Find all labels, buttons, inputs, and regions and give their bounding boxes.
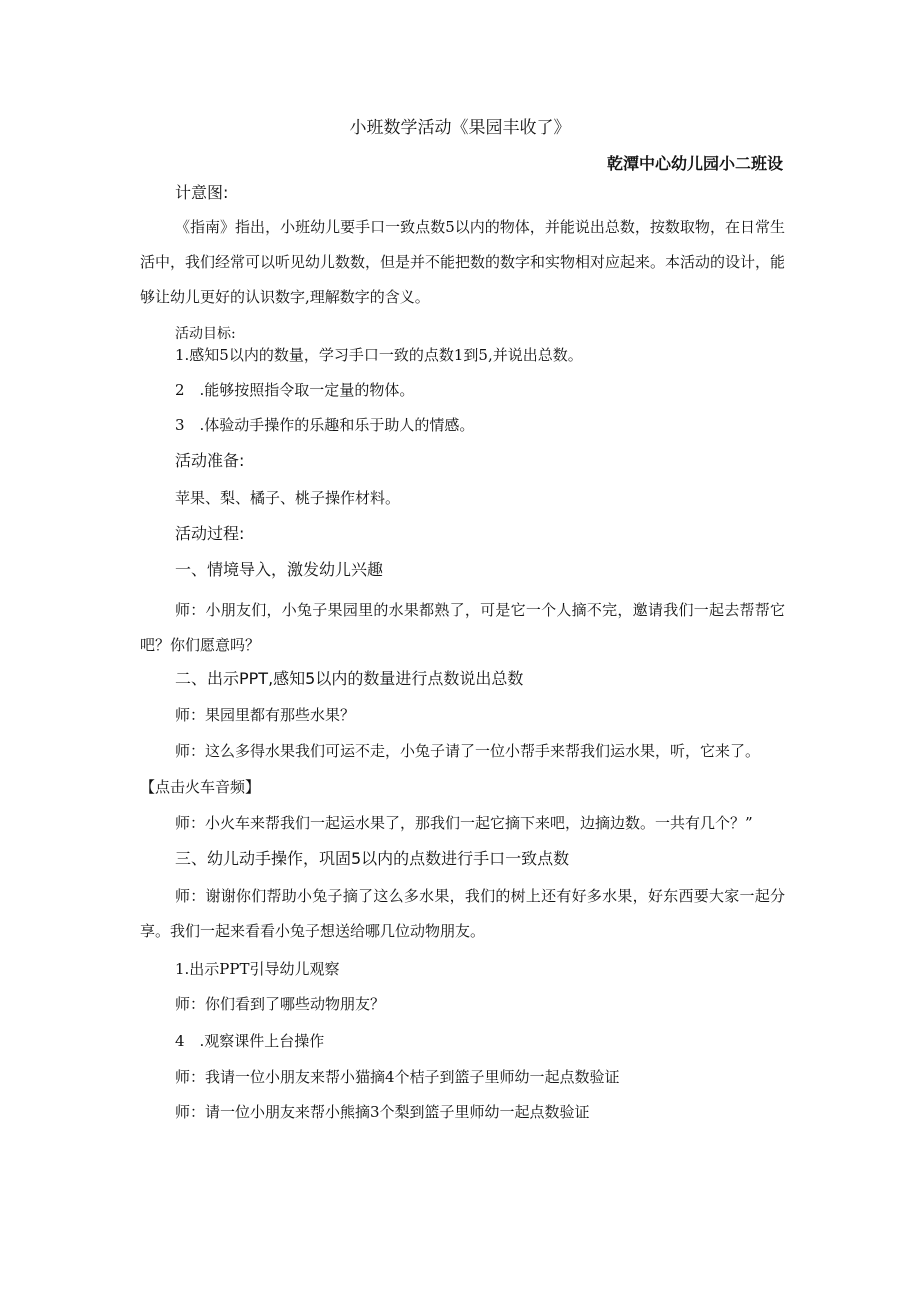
section-3-heading: 三、幼儿动手操作，巩固5以内的点数进行手口一致点数	[175, 849, 570, 868]
section-1-text: 师：小朋友们，小兔子果园里的水果都熟了，可是它一个人摘不完，邀请我们一起去帮帮它吧？你们愿意吗？	[140, 601, 785, 654]
design-intent-heading: 计意图:	[175, 183, 229, 202]
section-3-line: 师：请一位小朋友来帮小熊摘3个梨到篮子里师幼一起点数验证	[175, 1103, 590, 1121]
goal-item: 1.感知5以内的数量，学习手口一致的点数1到5,并说出总数。	[175, 346, 583, 364]
school-attribution: 乾潭中心幼儿园小二班设	[606, 154, 783, 173]
section-2-heading: 二、出示PPT,感知5以内的数量进行点数说出总数	[175, 669, 524, 688]
goal-item: 2 .能够按照指令取一定量的物体。	[175, 381, 415, 399]
section-3-line: 1.出示PPT引导幼儿观察	[175, 960, 340, 978]
section-3-line: 师：我请一位小朋友来帮小猫摘4个桔子到篮子里师幼一起点数验证	[175, 1068, 620, 1086]
design-intent-paragraph: 《指南》指出，小班幼儿要手口一致点数5以内的物体，并能说出总数，按数取物，在日常生活中，我们经常可以听见幼儿数数，但是并不能把数的数字和实物相对应起来。本活动的设计，能够让幼儿更好的认识数字,理解数字的含义。	[140, 218, 786, 306]
section-2-line: 师：果园里都有那些水果？	[175, 706, 356, 724]
preparation-text: 苹果、梨、橘子、桃子操作材料。	[175, 489, 401, 507]
section-3-line: 4 .观察课件上台操作	[175, 1032, 325, 1050]
preparation-heading: 活动准备:	[175, 451, 245, 470]
document-title: 小班数学活动《果园丰收了》	[349, 118, 571, 138]
section-3-text: 师：谢谢你们帮助小兔子摘了这么多水果，我们的树上还有好多水果，好东西要大家一起分享。我们一起来看看小兔子想送给哪几位动物朋友。	[140, 887, 785, 940]
section-2-line: 师：这么多得水果我们可运不走，小兔子请了一位小帮手来帮我们运水果，听，它来了。	[175, 742, 761, 760]
section-3-line: 师：你们看到了哪些动物朋友？	[175, 995, 386, 1013]
goals-label: 活动目标:	[175, 326, 236, 342]
goal-item: 3 .体验动手操作的乐趣和乐于助人的情感。	[175, 416, 475, 434]
section-2-line: 师：小火车来帮我们一起运水果了，那我们一起它摘下来吧，边摘边数。一共有几个？”	[175, 814, 753, 832]
process-heading: 活动过程:	[175, 524, 245, 543]
section-2-line: 【点击火车音频】	[140, 778, 261, 796]
section-1-heading: 一、情境导入，激发幼儿兴趣	[175, 560, 384, 579]
